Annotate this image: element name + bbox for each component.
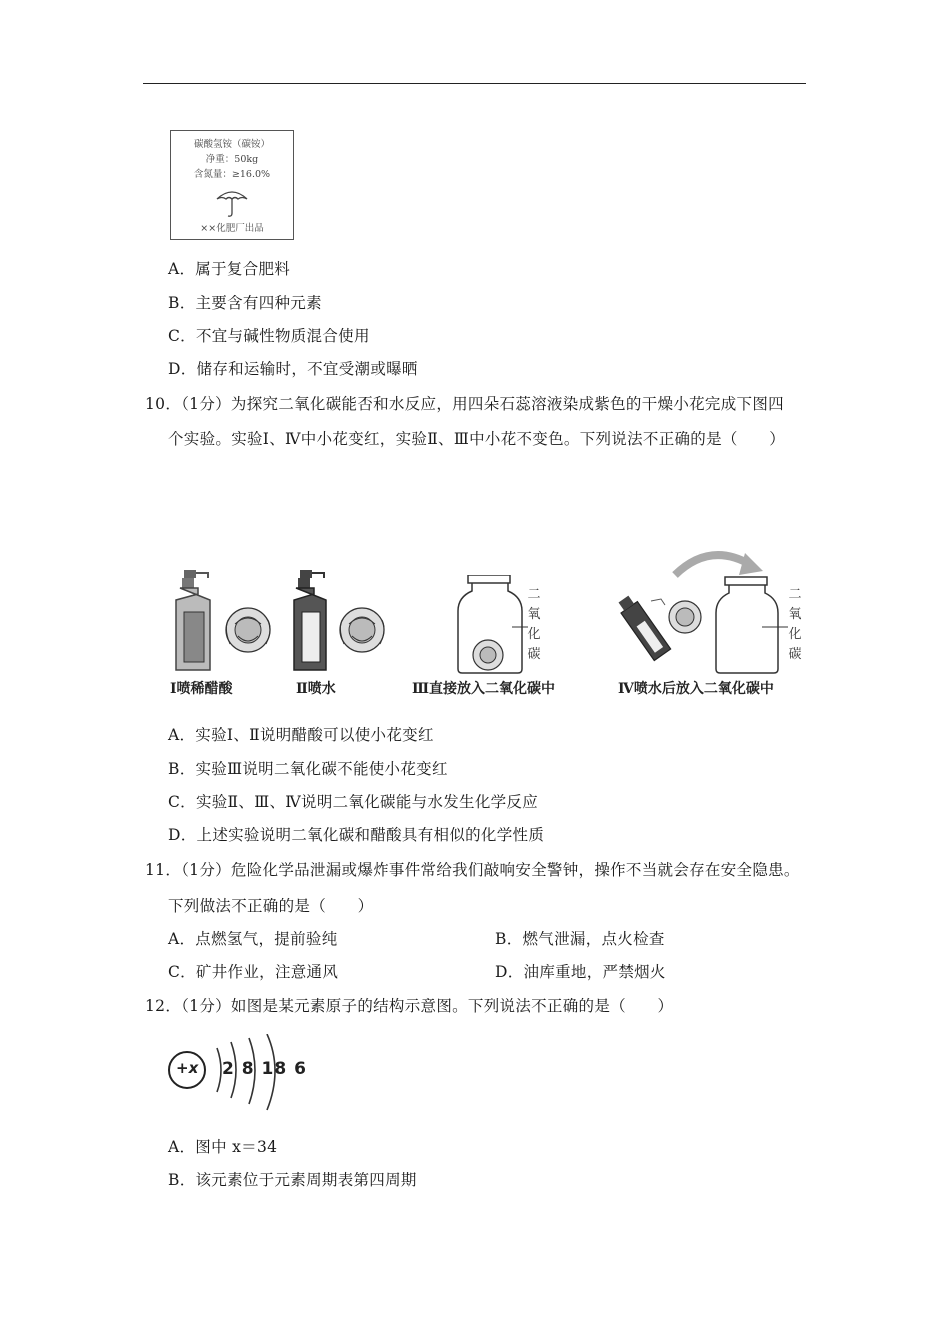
experiment-2-figure [290, 570, 410, 674]
label-maker: ××化肥厂出品 [200, 223, 264, 234]
fertilizer-label-figure [170, 130, 294, 240]
label-weight: 净重：50kg [205, 154, 259, 165]
q9-option-a: A．属于复合肥料 [168, 260, 291, 278]
experiment-3-jar [452, 575, 532, 675]
q11-option-d: D．油库重地，严禁烟火 [495, 963, 666, 981]
q9-option-d: D．储存和运输时，不宜受潮或曝晒 [168, 360, 418, 378]
experiment-1-figure [170, 570, 310, 674]
q9-option-c: C．不宜与碱性物质混合使用 [168, 327, 370, 345]
label-name: 碳酸氢铵（碳铵） [193, 139, 270, 150]
q11-stem-line1: 11．（1分）危险化学品泄漏或爆炸事件常给我们敲响安全警钟，操作不当就会存在安全隐患。 [145, 861, 800, 879]
q10-stem-line1: 10．（1分）为探究二氧化碳能否和水反应，用四朵石蕊溶液染成紫色的干燥小花完成下图四 [145, 395, 784, 413]
q11-option-b: B．燃气泄漏，点火检查 [495, 930, 665, 948]
q10-option-a: A．实验Ⅰ、Ⅱ说明醋酸可以使小花变红 [168, 726, 434, 744]
label-nitrogen: 含氮量：≥16.0% [193, 169, 271, 180]
atom-shells: 2 8 18 6 [222, 1059, 307, 1079]
q12-option-a: A．图中 x＝34 [168, 1138, 278, 1156]
co2-label-3: 二 氧 化 碳 [527, 587, 541, 662]
q12-stem: 12．（1分）如图是某元素原子的结构示意图。下列说法不正确的是（ ） [145, 997, 674, 1015]
q10-option-b: B．实验Ⅲ说明二氧化碳不能使小花变红 [168, 760, 448, 778]
q10-option-d: D．上述实验说明二氧化碳和醋酸具有相似的化学性质 [168, 826, 545, 844]
experiment-4-jar [712, 585, 792, 675]
header-rule [143, 83, 806, 84]
q11-option-c: C．矿井作业，注意通风 [168, 963, 339, 981]
experiment-2-caption: Ⅱ喷水 [296, 681, 336, 697]
co2-label-4: 二 氧 化 碳 [788, 587, 802, 662]
q10-stem-line2: 个实验。实验Ⅰ、Ⅳ中小花变红，实验Ⅱ、Ⅲ中小花不变色。下列说法不正确的是（ ） [168, 430, 786, 448]
q12-option-b: B．该元素位于元素周期表第四周期 [168, 1171, 417, 1189]
q10-option-c: C．实验Ⅱ、Ⅲ、Ⅳ说明二氧化碳能与水发生化学反应 [168, 793, 539, 811]
atom-nucleus: +x [176, 1059, 199, 1077]
q11-option-a: A．点燃氢气，提前验纯 [168, 930, 338, 948]
experiment-1-caption: Ⅰ喷稀醋酸 [170, 681, 233, 697]
experiment-3-caption: Ⅲ直接放入二氧化碳中 [412, 681, 556, 697]
q9-option-b: B．主要含有四种元素 [168, 294, 322, 312]
experiment-4-caption: Ⅳ喷水后放入二氧化碳中 [618, 681, 774, 697]
q11-stem-line2: 下列做法不正确的是（ ） [168, 897, 374, 915]
umbrella-icon [214, 187, 250, 219]
